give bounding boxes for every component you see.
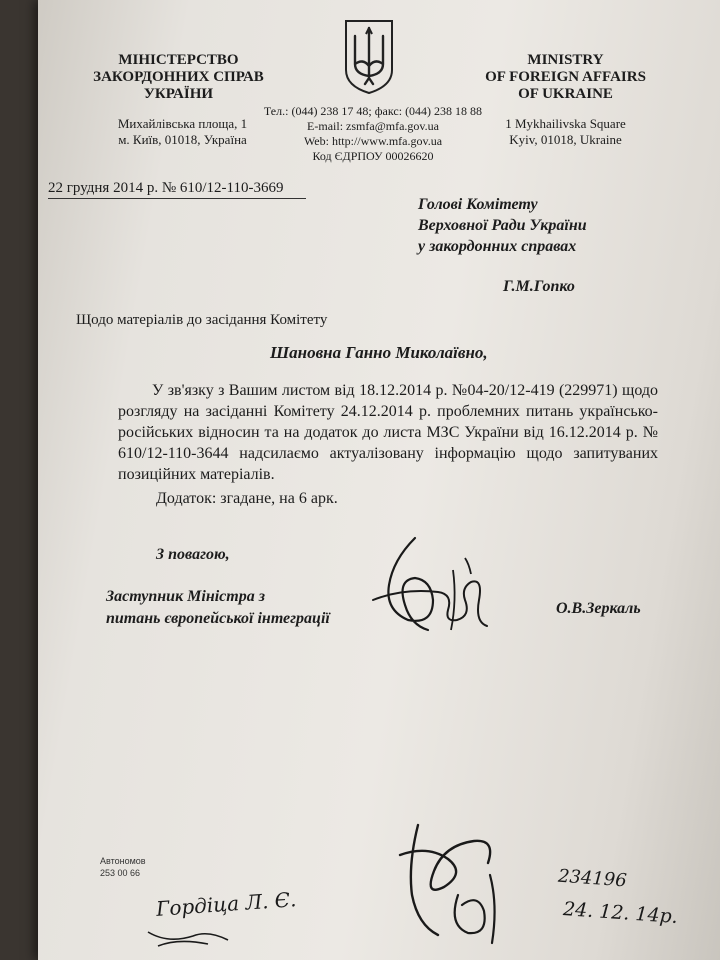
handwritten-note-left: Гордіца Л. Є. (155, 887, 298, 921)
addressee-line: у закордонних справах (418, 238, 577, 255)
executor-block (100, 855, 146, 879)
signatory-position-line: питань європейської інтеграції (106, 610, 330, 627)
signatory-position-line: Заступник Міністра з (106, 588, 265, 605)
ministry-name-en (478, 52, 653, 103)
ministry-contacts (248, 104, 498, 164)
ministry-name-en-line: OF FOREIGN AFFAIRS (485, 69, 646, 85)
contact-website: Web: http://www.mfa.gov.ua (303, 134, 443, 148)
reference-number: 22 грудня 2014 р. № 610/12-110-3669 (48, 180, 284, 196)
handwritten-scribble (138, 910, 318, 950)
address-line: Kyiv, 01018, Ukraine (509, 132, 622, 147)
ministry-name-ua-line: УКРАЇНИ (143, 86, 214, 102)
attachment-note: Додаток: згадане, на 6 арк. (156, 490, 338, 507)
executor-name: Автономов (100, 856, 146, 866)
body-paragraph: У зв'язку з Вашим листом від 18.12.2014 р. №04-20/12-419 (229971) щодо розгляду на засіданні Комітету 24.12.2014 р. проблемних питань українсько-російських відносин та на додаток до листа МЗС України від 16.12.2014 р. № 610/12-110-3644 надсилаємо актуалізовану інформацію щодо запитуваних позиційних матеріалів. (118, 382, 658, 483)
ministry-name-ua (86, 52, 271, 103)
ministry-name-en-line: OF UKRAINE (518, 86, 613, 102)
address-line: м. Київ, 01018, Україна (118, 132, 247, 147)
ministry-address-en (478, 116, 653, 148)
addressee-line: Голові Комітету (418, 196, 538, 213)
document-page (38, 0, 720, 960)
addressee-block (418, 194, 648, 257)
address-line: Михайлівська площа, 1 (117, 116, 248, 131)
executor-phone: 253 00 66 (100, 868, 141, 878)
signatory-position (106, 586, 330, 630)
ministry-name-en-line: MINISTRY (527, 52, 604, 68)
ministry-name-ua-line: МІНІСТЕРСТВО (118, 52, 239, 68)
ministry-name-ua-line: ЗАКОРДОННИХ СПРАВ (93, 69, 264, 85)
signatory-name: О.В.Зеркаль (556, 600, 641, 617)
address-line: 1 Mykhailivska Square (505, 116, 626, 131)
salutation: Шановна Ганно Миколаївно, (270, 343, 488, 362)
contact-edrpou: Код ЄДРПОУ 00026620 (312, 149, 434, 163)
contact-email: E-mail: zsmfa@mfa.gov.ua (307, 119, 439, 133)
letter-subject: Щодо матеріалів до засідання Комітету (76, 312, 328, 328)
addressee-line: Верховної Ради України (418, 217, 587, 234)
resolution-signature-image (378, 815, 518, 955)
closing: З повагою, (156, 546, 230, 563)
reference-underline (48, 198, 306, 199)
handwritten-registration-date: 24. 12. 14р. (562, 898, 679, 928)
addressee-name: Г.М.Гопко (503, 278, 575, 295)
handwritten-registration-number: 234196 (557, 865, 628, 892)
contact-phone-fax: Тел.: (044) 238 17 48; факс: (044) 238 18 88 (263, 104, 483, 118)
coat-of-arms-icon (343, 18, 395, 96)
signature-image (353, 530, 503, 645)
